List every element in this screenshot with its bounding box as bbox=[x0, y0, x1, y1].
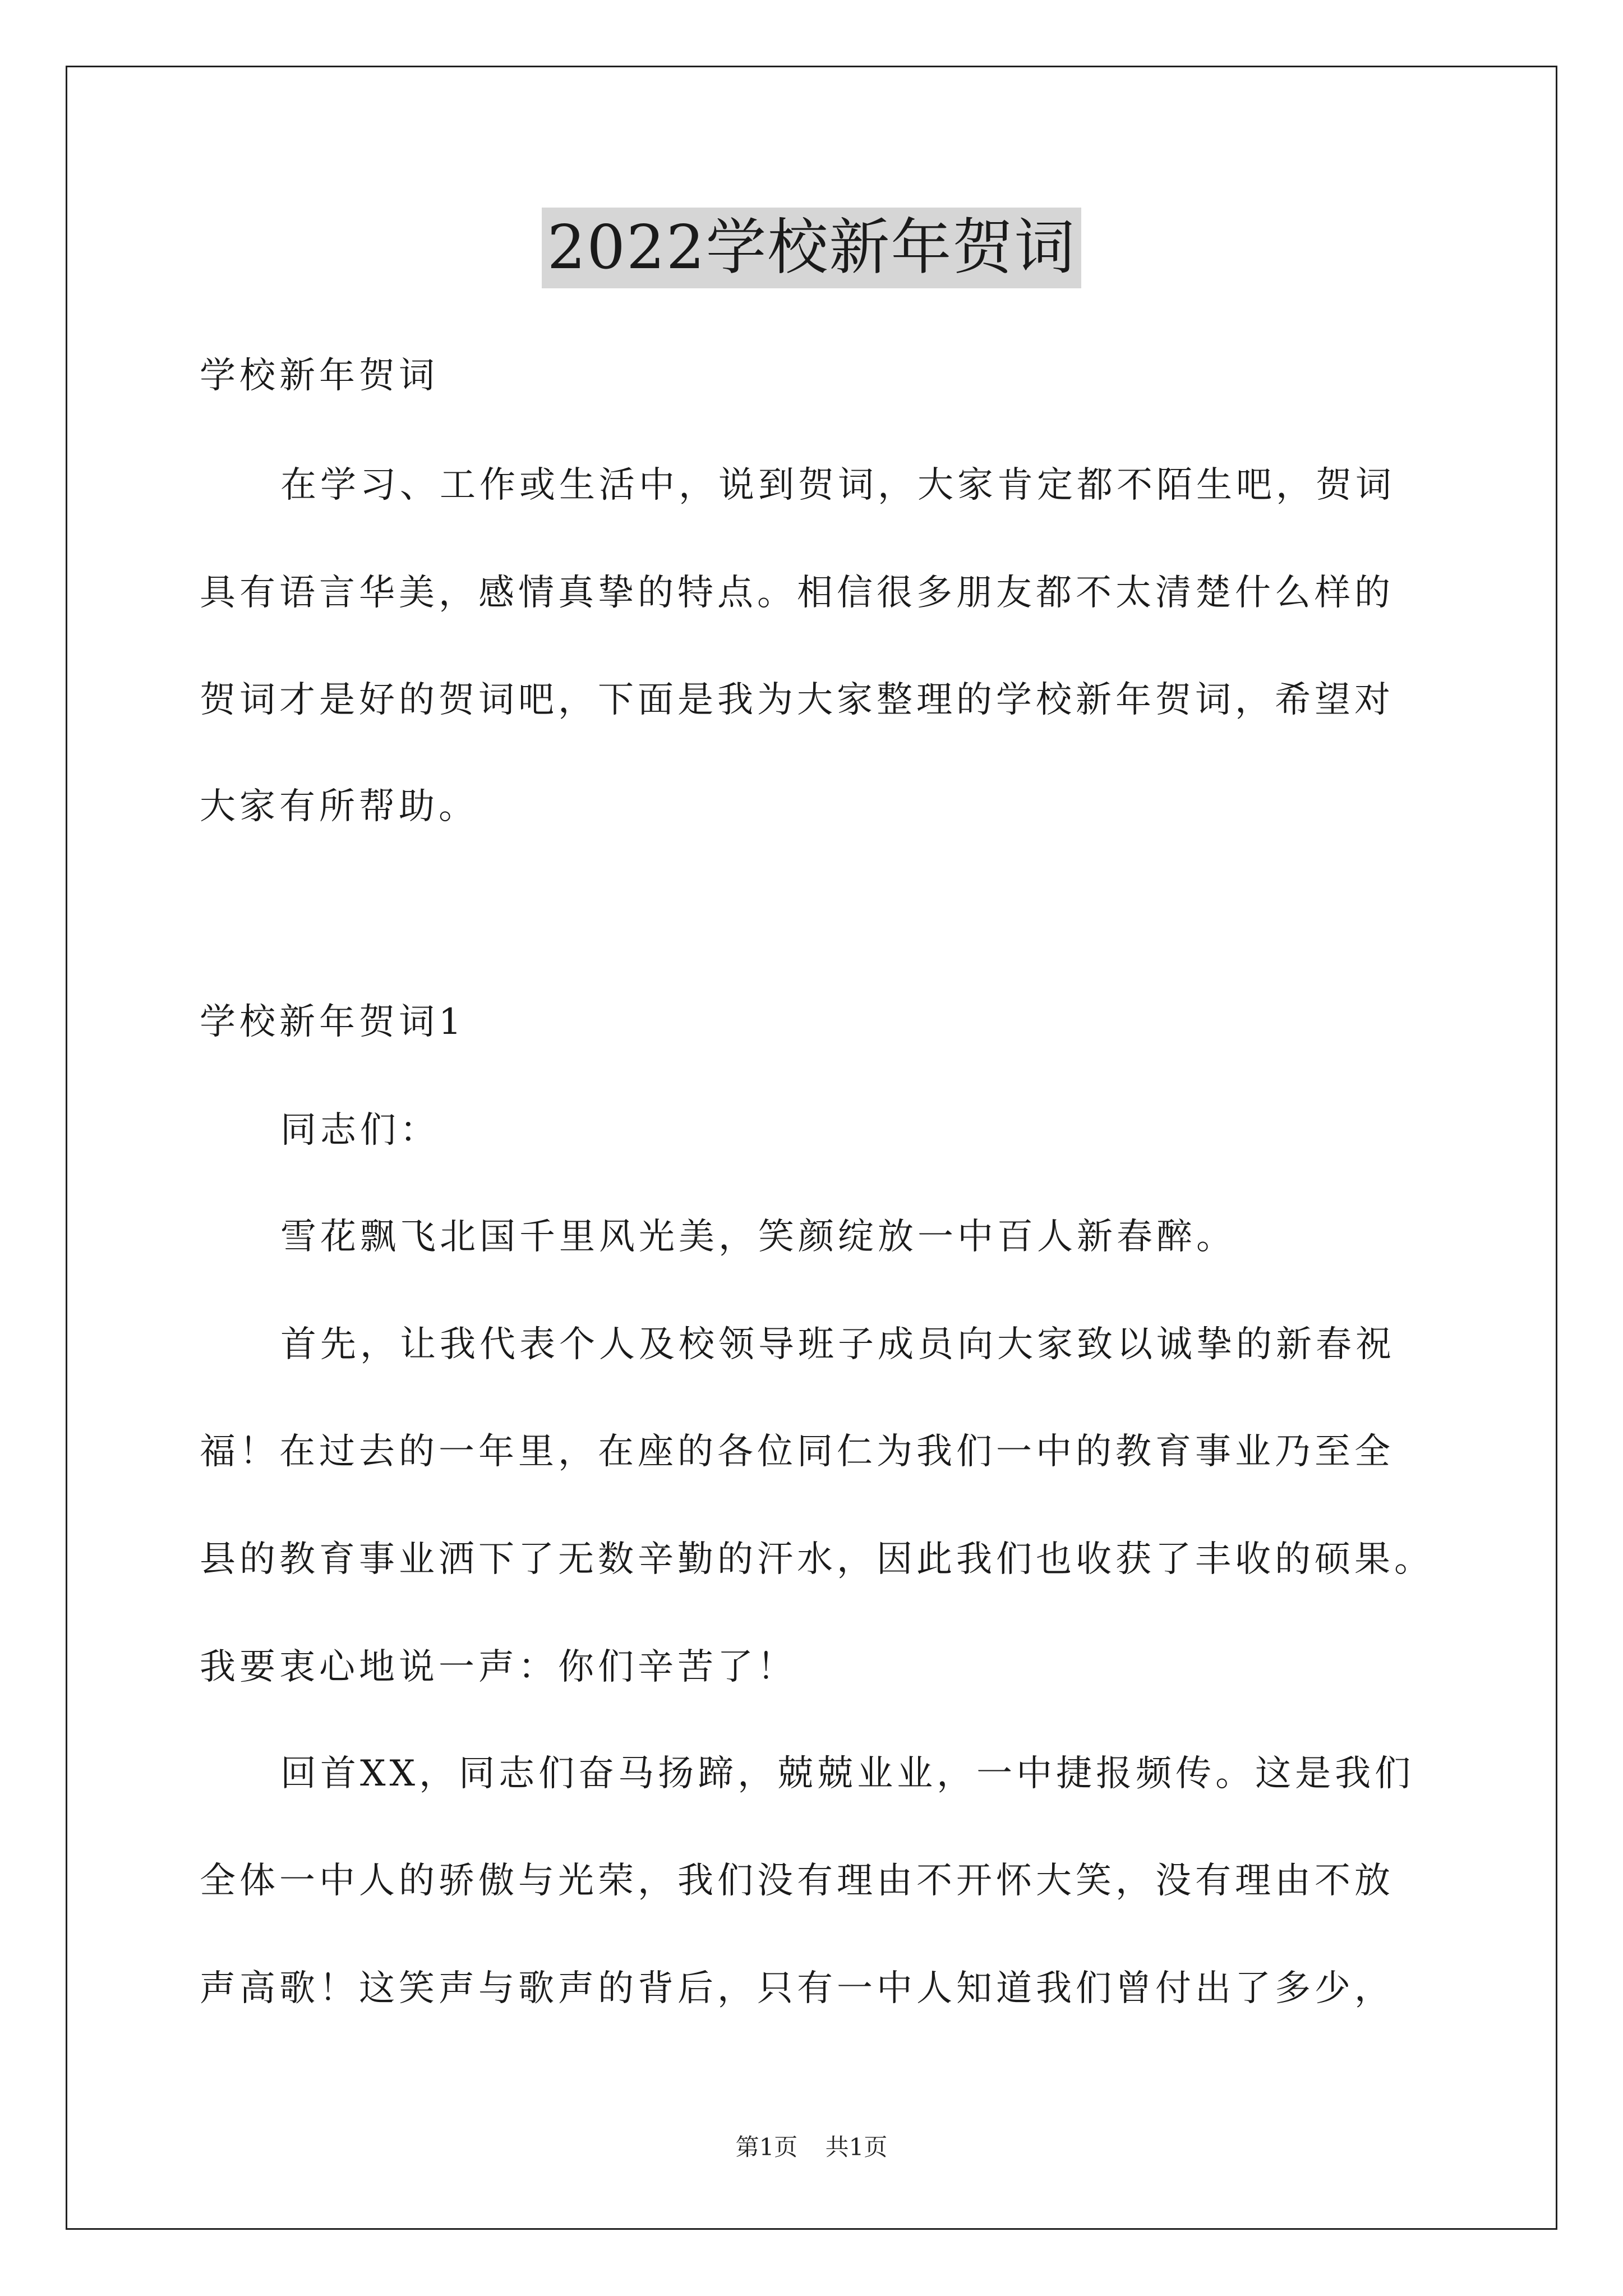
paragraph-line: 县的教育事业洒下了无数辛勤的汗水，因此我们也收获了丰收的硕果。 bbox=[200, 1539, 1434, 1580]
page-footer bbox=[0, 2132, 1623, 2163]
paragraph-line: 声高歌！这笑声与歌声的背后，只有一中人知道我们曾付出了多少， bbox=[200, 1968, 1394, 2009]
page-number-total: 共1页 bbox=[825, 2133, 888, 2161]
paragraph-line: 我要衷心地说一声：你们辛苦了！ bbox=[200, 1646, 797, 1688]
paragraph-line: 在学习、工作或生活中，说到贺词，大家肯定都不陌生吧，贺词 bbox=[280, 464, 1395, 506]
paragraph-line: 回首XX，同志们奋马扬蹄，兢兢业业，一中捷报频传。这是我们 bbox=[280, 1753, 1415, 1795]
title-container bbox=[0, 208, 1623, 288]
paragraph-line: 雪花飘飞北国千里风光美，笑颜绽放一中百人新春醉。 bbox=[280, 1216, 1236, 1258]
document-title: 2022学校新年贺词 bbox=[542, 208, 1082, 288]
paragraph-line: 大家有所帮助。 bbox=[200, 786, 478, 827]
paragraph-line: 具有语言华美，感情真挚的特点。相信很多朋友都不太清楚什么样的 bbox=[200, 572, 1394, 614]
section-heading: 学校新年贺词 bbox=[200, 355, 439, 397]
paragraph-line: 福！在过去的一年里，在座的各位同仁为我们一中的教育事业乃至全 bbox=[200, 1431, 1394, 1473]
paragraph-line: 全体一中人的骄傲与光荣，我们没有理由不开怀大笑，没有理由不放 bbox=[200, 1860, 1394, 1902]
paragraph-line: 首先，让我代表个人及校领导班子成员向大家致以诚挚的新春祝 bbox=[280, 1324, 1395, 1365]
paragraph-line: 贺词才是好的贺词吧，下面是我为大家整理的学校新年贺词，希望对 bbox=[200, 679, 1394, 721]
section-heading: 学校新年贺词1 bbox=[200, 1001, 465, 1043]
paragraph-line: 同志们： bbox=[280, 1110, 440, 1151]
page-number-current: 第1页 bbox=[735, 2133, 798, 2161]
